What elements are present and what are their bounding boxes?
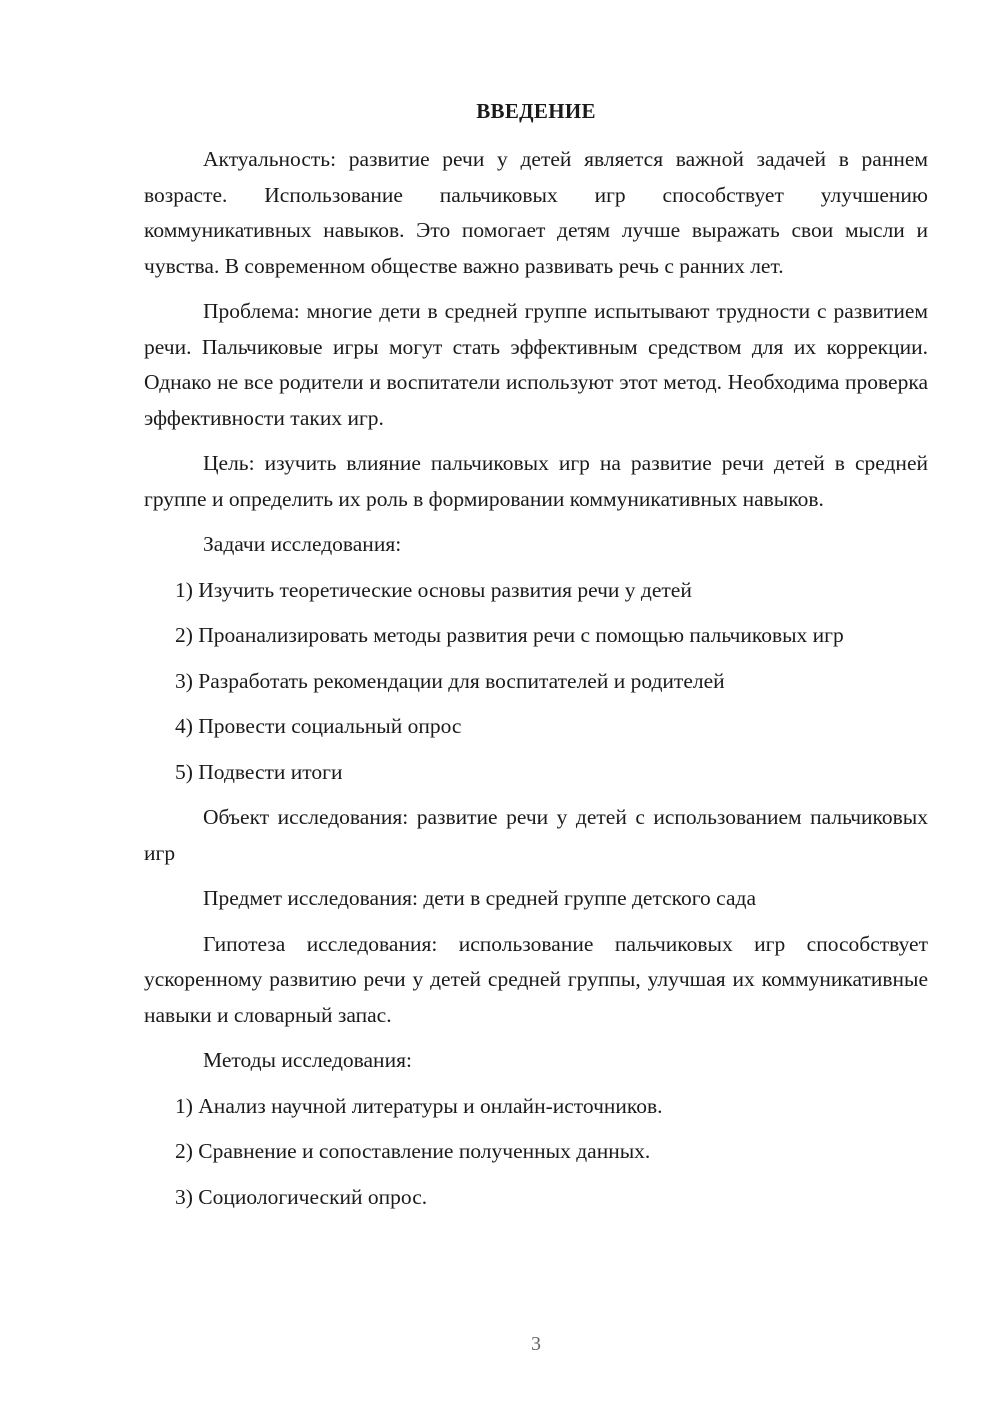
relevance-paragraph: Актуальность: развитие речи у детей является важной задачей в раннем возрасте. Использование пальчиковых игр способствует улучшению коммуникативных навыков. Это помогает детям лучше выражать свои мысли и чувства. В современном обществе важно развивать речь с ранних лет. bbox=[144, 147, 928, 278]
task-item: 2) Проанализировать методы развития речи с помощью пальчиковых игр bbox=[175, 623, 844, 647]
page-number: 3 bbox=[531, 1333, 541, 1355]
task-item: 1) Изучить теоретические основы развития речи у детей bbox=[175, 577, 692, 602]
task-item: 5) Подвести итоги bbox=[175, 759, 343, 784]
section-title: ВВЕДЕНИЕ bbox=[476, 99, 596, 123]
problem-paragraph: Проблема: многие дети в средней группе испытывают трудности с развитием речи. Пальчиковые игры могут стать эффективным средством для их коррекции. Однако не все родители и воспитатели используют этот метод. Необходима проверка эффективности таких игр. bbox=[144, 299, 928, 430]
method-item: 1) Анализ научной литературы и онлайн-источников. bbox=[175, 1093, 663, 1118]
hypothesis-paragraph: Гипотеза исследования: использование пальчиковых игр способствует ускоренному развитию речи у детей средней группы, улучшая их коммуникативные навыки и словарный запас. bbox=[144, 931, 928, 1027]
subject-paragraph: Предмет исследования: дети в средней группе детского сада bbox=[203, 886, 757, 910]
object-paragraph: Объект исследования: развитие речи у детей с использованием пальчиковых игр bbox=[144, 805, 928, 865]
method-item: 2) Сравнение и сопоставление полученных данных. bbox=[175, 1139, 651, 1163]
task-item: 3) Разработать рекомендации для воспитателей и родителей bbox=[175, 668, 725, 693]
task-item: 4) Провести социальный опрос bbox=[175, 714, 462, 738]
method-item: 3) Социологический опрос. bbox=[175, 1184, 428, 1209]
goal-paragraph: Цель: изучить влияние пальчиковых игр на развитие речи детей в средней группе и определить их роль в формировании коммуникативных навыков. bbox=[144, 451, 928, 511]
tasks-heading: Задачи исследования: bbox=[203, 532, 402, 556]
body-text bbox=[144, 142, 928, 1225]
methods-heading: Методы исследования: bbox=[203, 1048, 412, 1072]
